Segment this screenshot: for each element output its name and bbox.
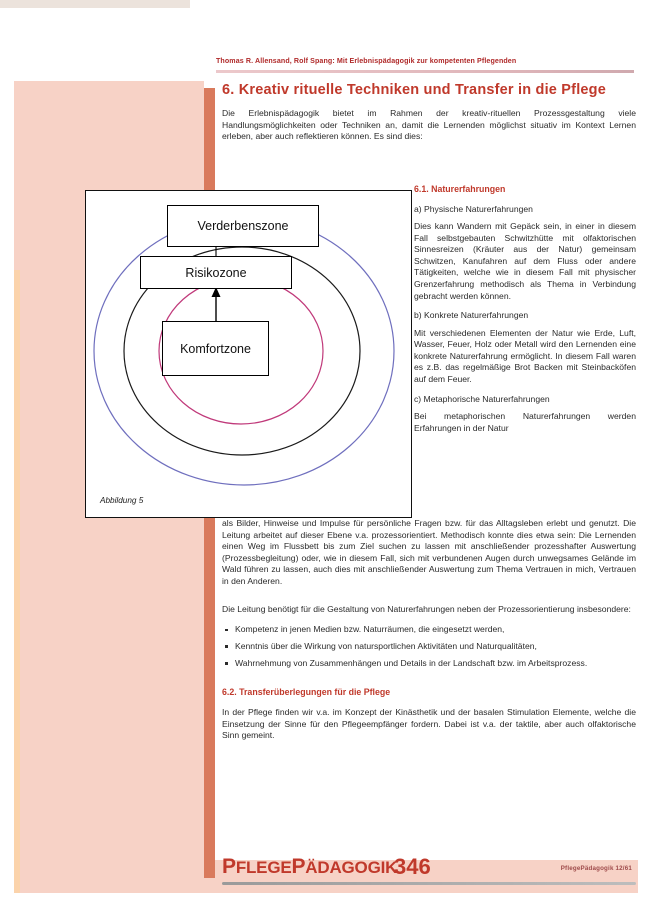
list-item-label: Kenntnis über die Wirkung von natursportlichen Aktivitäten und Naturqualitäten,: [235, 640, 537, 651]
zone-label-verderbenszone: Verderbenszone: [197, 219, 289, 233]
brand-p3: P: [291, 855, 306, 878]
page-footer: [222, 855, 636, 889]
zone-label-komfortzone: Komfortzone: [180, 341, 251, 356]
main-text-column: [222, 82, 636, 143]
brand-p1: P: [222, 855, 236, 878]
item-b-text: Mit verschiedenen Elementen der Natur wie Erde, Luft, Wasser, Feuer, Holz oder Metall wird den Lernenden eine konkrete Naturerfahrung ermöglicht. In diesem Fall waren es z.B. das regelmäßige Brot Backen mit Steinbacköfen auf dem Feuer.: [414, 327, 636, 385]
background-plate-left-edge: [14, 270, 20, 893]
item-a-heading: a) Physische Naturerfahrungen: [414, 203, 533, 214]
brand-p2: FLEGE: [235, 858, 292, 877]
list-item-label: Kompetenz in jenen Medien bzw. Naturräumen, die eingesetzt werden,: [235, 624, 505, 635]
running-head: Thomas R. Allensand, Rolf Spang: Mit Erlebnispädagogik zur kompetenten Pflegenden: [216, 57, 517, 65]
leitung-intro: Die Leitung benötigt für die Gestaltung von Naturerfahrungen neben der Prozessorientierung insbesondere:: [222, 603, 631, 614]
running-head-rule: [216, 70, 634, 73]
figure-caption: Abbildung 5: [100, 496, 144, 505]
section-62-text: In der Pflege finden wir v.a. im Konzept der Kinästhetik und der basalen Stimulation Elemente, welche die Einsetzung der Sinne für den Pflegeempfänger fordern. Dabei ist v.a. der taktile, aber auch olfaktorische Sinn gemeint.: [222, 707, 636, 741]
intro-paragraph: Die Erlebnispädagogik bietet im Rahmen der kreativ-rituellen Prozessgestaltung viele Handlungsmöglichkeiten oder Techniken an, damit die Lernenden möglichst situativ im Kontext Lernen erleben, aber auch reflektieren können. Es sind dies:: [222, 108, 636, 142]
brand-p4: ÄDAGOGIK: [305, 858, 398, 877]
bullet-icon: [225, 645, 228, 648]
narrow-column: [414, 184, 636, 434]
item-c-heading: c) Metaphorische Naturerfahrungen: [414, 393, 550, 404]
bullet-icon: [225, 662, 228, 665]
requirements-list: [222, 624, 636, 669]
item-c-text-narrow: Bei metaphorischen Naturerfahrungen werden Erfahrungen in der Natur: [414, 411, 636, 433]
list-item-label: Wahrnehmung von Zusammenhängen und Details in der Landschaft bzw. im Arbeitsprozess.: [235, 657, 588, 668]
bullet-icon: [225, 629, 228, 632]
zone-box-risikozone: [140, 256, 292, 289]
list-item: [222, 658, 636, 670]
footer-meta: PflegePädagogik 12/61: [560, 865, 632, 872]
subsection-heading-62: 6.2. Transferüberlegungen für die Pflege: [222, 686, 391, 697]
item-c-text-wide: als Bilder, Hinweise und Impulse für persönliche Fragen bzw. für das Alltagsleben erlebt und genutzt. Die Leitung arbeitet auf dieser Ebene v.a. prozessorientiert. Methodisch konnte dies etwa sein: Die Lernenden einen Weg im Flussbett bis zum Ziel suchen zu lassen mit anschließender prozesshafter Auswertung (Prozessbegleitung) oder, wie in diesem Fall, sich mit verbundenen Augen durch unwegsames Gelände im Wald führen zu lassen, auch dies mit anschließender Auswertung zum Thema Vertrauen in mich, Vertrauen in den Anderen.: [222, 518, 636, 586]
list-item: [222, 641, 636, 653]
item-a-text: Dies kann Wandern mit Gepäck sein, in einer in diesem Fall selbstgebauten Schwitzhütte mit olfaktorischen Sinnesreizen (Kräuter aus der Natur) gemeinsam Schwitzen, Kanufahren auf dem Fluss oder andere Tätigkeiten, welche wie in diesem Fall mit physischer Grenzerfahrung methodisch als Thema in Verbindung gebracht werden können.: [414, 221, 636, 301]
page-title: 6. Kreativ rituelle Techniken und Transfer in die Pflege: [222, 82, 607, 98]
figure-zones-diagram: [85, 190, 412, 518]
subsection-heading-61: 6.1. Naturerfahrungen: [414, 184, 506, 194]
list-item: [222, 624, 636, 636]
background-plate-top-strip: [0, 0, 190, 8]
item-b-heading: b) Konkrete Naturerfahrungen: [414, 310, 529, 321]
footer-rule: [222, 882, 636, 885]
page-number: 346: [394, 854, 431, 879]
wide-text-flow: [222, 518, 636, 742]
zone-label-risikozone: Risikozone: [185, 265, 247, 280]
zone-box-komfortzone: [162, 321, 269, 376]
brand-wordmark: [222, 855, 397, 879]
zone-box-verderbenszone: [167, 205, 319, 247]
